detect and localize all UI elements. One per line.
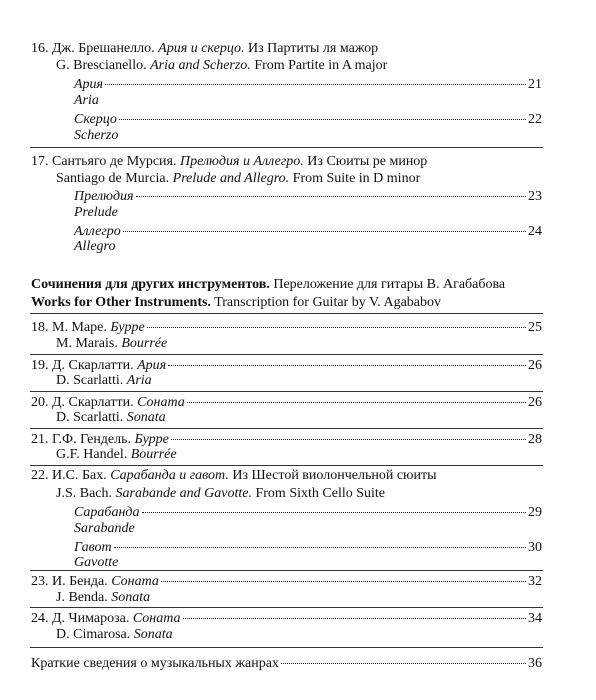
part-label: Сарабанда: [74, 505, 140, 520]
part-label: Аллегро: [74, 224, 121, 239]
toc-row-18[interactable]: [31, 318, 542, 336]
entry-24-ru-prefix: 24. Д. Чимароза.: [31, 611, 130, 626]
leader-dots: [119, 107, 526, 120]
page-number: 28: [528, 432, 542, 447]
leader-dots: [168, 353, 526, 366]
entry-24-ru: [31, 610, 181, 627]
entry-22-en-prefix: J.S. Bach.: [56, 486, 112, 501]
entry-22-ru-suffix: Из Шестой виолончельной сюиты: [232, 468, 437, 483]
page-number: 26: [528, 395, 542, 410]
part-label-en: Sarabande: [74, 521, 135, 536]
leader-dots: [161, 569, 526, 582]
entry-17-en-title: Prelude and Allegro.: [172, 171, 290, 186]
entry-17-en-prefix: Santiago de Murcia.: [56, 171, 170, 186]
toc-row-24[interactable]: [31, 609, 542, 627]
entry-23-en: [56, 589, 150, 606]
entry-23-ru-prefix: 23. И. Бенда.: [31, 574, 108, 589]
leader-dots: [147, 315, 526, 328]
entry-20-ru-title: Соната: [137, 395, 185, 410]
entry-19-en: [56, 372, 152, 389]
entry-22-en-title: Sarabande and Gavotte.: [115, 486, 252, 501]
entry-18-en: [56, 335, 167, 352]
entry-17-en-suffix: From Suite in D minor: [292, 171, 421, 186]
divider: [30, 147, 543, 148]
divider: [30, 313, 543, 314]
entry-18-en-prefix: M. Marais.: [56, 336, 118, 351]
entry-17-ru-prefix: 17. Сантьяго де Мурсия.: [31, 154, 177, 169]
entry-17-ru: [31, 153, 427, 170]
entry-20-ru-prefix: 20. Д. Скарлатти.: [31, 395, 134, 410]
toc-row-gavotte-ru[interactable]: [74, 538, 542, 556]
leader-dots: [114, 535, 526, 548]
toc-row-appendix[interactable]: [31, 654, 542, 672]
section-subtitle-en: Transcription for Guitar by V. Agababov: [214, 295, 442, 310]
page-number: 29: [528, 505, 542, 520]
entry-20-en: [56, 409, 166, 426]
leader-dots: [136, 184, 526, 197]
leader-dots: [281, 651, 526, 664]
entry-19-en-prefix: D. Scarlatti.: [56, 373, 124, 388]
page-number: 26: [528, 358, 542, 373]
entry-16-en-title: Aria and Scherzo.: [150, 58, 251, 73]
part-label-en: Allegro: [74, 239, 116, 254]
toc-row-allegro-ru[interactable]: [74, 222, 542, 240]
entry-22-ru-prefix: 22. И.С. Бах.: [31, 468, 107, 483]
part-label: Прелюдия: [74, 189, 134, 204]
page-number: 25: [528, 320, 542, 335]
entry-16-ru: [31, 40, 378, 57]
entry-23-en-prefix: J. Benda.: [56, 590, 108, 605]
entry-24-ru-title: Соната: [132, 611, 181, 626]
entry-17-ru-suffix: Из Сюиты ре минор: [307, 154, 428, 169]
entry-23-ru-title: Соната: [111, 574, 159, 589]
part-label-en: Prelude: [74, 205, 118, 220]
divider: [30, 465, 543, 466]
leader-dots: [142, 500, 526, 513]
entry-19-en-title: Aria: [126, 373, 152, 388]
entry-17-ru-title: Прелюдия и Аллегро.: [179, 154, 304, 169]
entry-23-en-title: Sonata: [111, 590, 151, 605]
leader-dots: [183, 606, 526, 619]
leader-dots: [171, 427, 526, 440]
toc-row-23[interactable]: [31, 572, 542, 590]
page-number: 22: [528, 112, 542, 127]
entry-16-ru-suffix: Из Партиты ля мажор: [248, 41, 379, 56]
toc-row-prelude-ru[interactable]: [74, 187, 542, 205]
entry-16-en-suffix: From Partite in A major: [254, 58, 388, 73]
entry-22-ru-title: Сарабанда и гавот.: [110, 468, 229, 483]
entry-21-ru-title: Бурре: [134, 432, 169, 447]
entry-21-en-title: Bourrée: [130, 447, 177, 462]
part-label-en: Gavotte: [74, 555, 119, 570]
entry-21-en-prefix: G.F. Handel.: [56, 447, 128, 462]
entry-24-en: [56, 626, 173, 643]
entry-21-en: [56, 446, 177, 463]
entry-24-en-prefix: D. Cimarosa.: [56, 627, 131, 642]
entry-23-ru: [31, 573, 159, 590]
divider: [30, 647, 543, 648]
section-title-en: Works for Other Instruments.: [31, 295, 211, 310]
page-number: 34: [528, 611, 542, 626]
part-label: Ария: [74, 77, 104, 92]
section-heading-en: [31, 294, 441, 311]
entry-20-en-prefix: D. Scarlatti.: [56, 410, 124, 425]
toc-row-sarabande-ru[interactable]: [74, 503, 542, 521]
page-number: 32: [528, 574, 542, 589]
entry-18-ru-title: Бурре: [110, 320, 145, 335]
entry-18-ru-prefix: 18. М. Маре.: [31, 320, 107, 335]
entry-16-en-prefix: G. Brescianello.: [56, 58, 147, 73]
entry-24-en-title: Sonata: [133, 627, 173, 642]
leader-dots: [187, 390, 526, 403]
entry-21-ru-prefix: 21. Г.Ф. Гендель.: [31, 432, 132, 447]
entry-19-ru-prefix: 19. Д. Скарлатти.: [31, 358, 134, 373]
entry-22-ru: [31, 467, 437, 484]
page-number: 36: [528, 656, 542, 671]
appendix-label: Краткие сведения о музыкальных жанрах: [31, 656, 279, 671]
part-label: Гавот: [74, 540, 112, 555]
entry-18-ru: [31, 319, 145, 336]
page-number: 21: [528, 77, 542, 92]
entry-18-en-title: Bourrée: [121, 336, 168, 351]
part-label-en: Aria: [74, 93, 99, 108]
section-title-ru: Сочинения для других инструментов.: [31, 277, 270, 292]
toc-row-scherzo-ru[interactable]: [74, 110, 542, 128]
page-number: 23: [528, 189, 542, 204]
part-label-en: Scherzo: [74, 128, 119, 143]
entry-22-en-suffix: From Sixth Cello Suite: [255, 486, 385, 501]
leader-dots: [105, 72, 526, 85]
entry-19-ru-title: Ария: [137, 358, 167, 373]
leader-dots: [123, 219, 526, 232]
part-label: Скерцо: [74, 112, 117, 127]
page-number: 24: [528, 224, 542, 239]
toc-row-aria-ru[interactable]: [74, 75, 542, 93]
entry-20-en-title: Sonata: [126, 410, 166, 425]
section-heading-ru: [31, 276, 505, 293]
entry-16-ru-title: Ария и скерцо.: [158, 41, 245, 56]
entry-16-ru-prefix: 16. Дж. Брешанелло.: [31, 41, 155, 56]
page-number: 30: [528, 540, 542, 555]
section-subtitle-ru: Переложение для гитары В. Агабабова: [273, 277, 506, 292]
